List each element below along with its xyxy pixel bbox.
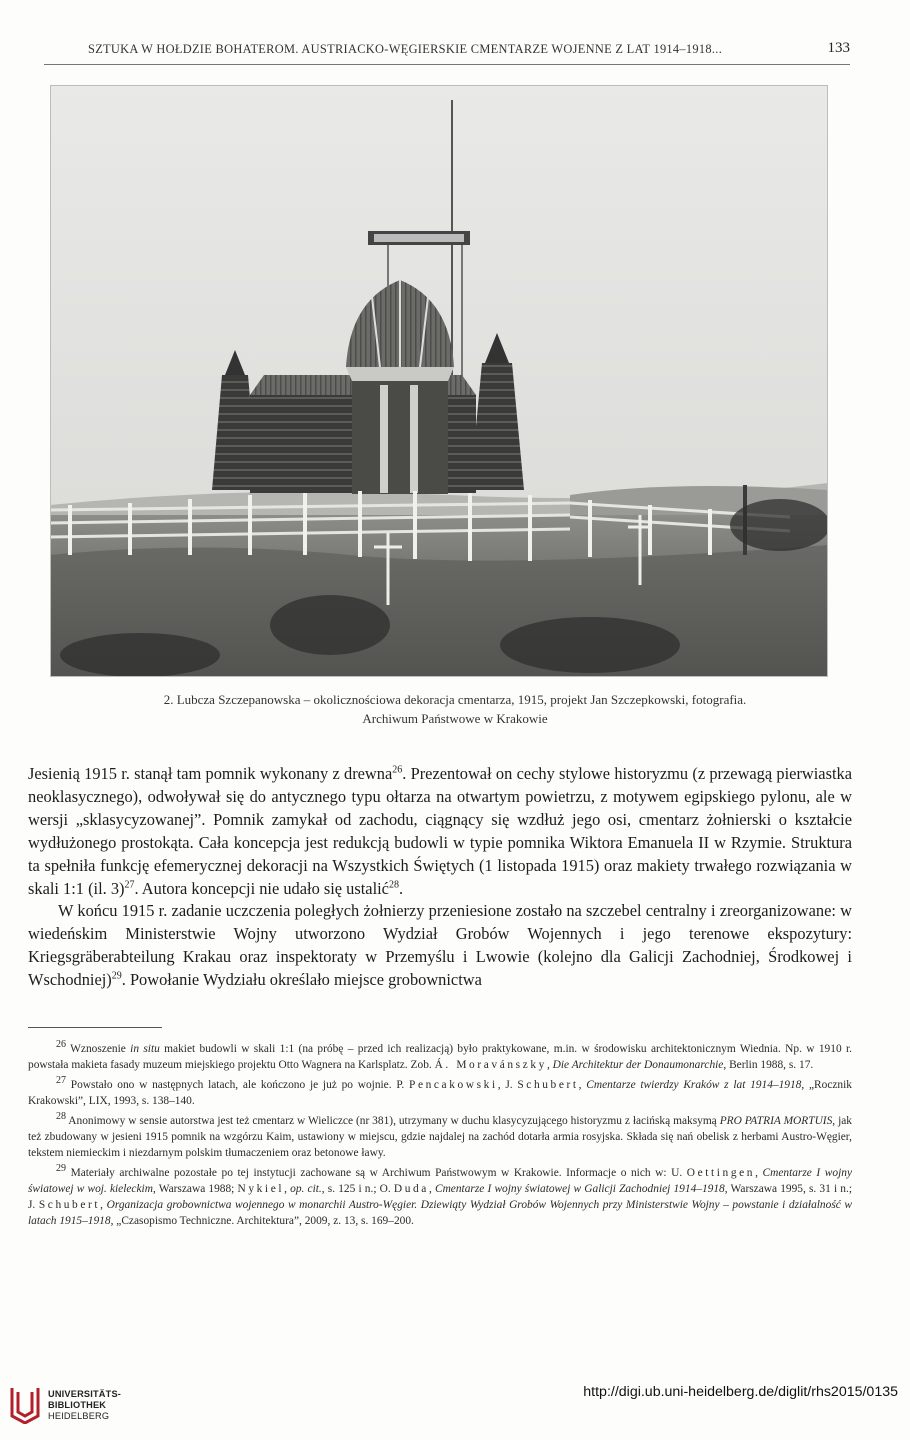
text-run: Jesienią 1915 r. stanął tam pomnik wykonany z drewna xyxy=(28,764,393,783)
memorial-photograph xyxy=(50,85,828,677)
text-run: , xyxy=(578,1079,587,1091)
footnote-separator xyxy=(28,1027,162,1028)
footnote-29 xyxy=(28,1165,852,1229)
author-name: Schubert xyxy=(517,1079,579,1091)
library-seal-icon xyxy=(8,1386,42,1424)
text-run: Cmentarze I wojny światowej w woj. kieleckim xyxy=(28,1167,852,1195)
text-run: , xyxy=(546,1059,553,1071)
text-run: Organizacja grobownictwa wojennego w monarchii Austro-Węgier. Dziewiąty Wydział Grobów Wojennych przy Ministerstwie Wojny – powstanie i działalność w latach 1915–1918 xyxy=(28,1199,852,1227)
library-name xyxy=(48,1389,121,1422)
text-run: , Warszawa 1995, s. 31 i n.; J. xyxy=(28,1183,853,1211)
text-run: Cmentarze twierdzy Kraków z lat 1914–1918 xyxy=(586,1079,802,1091)
text-run: . Autora koncepcji nie udało się ustalić xyxy=(134,878,389,898)
body-text xyxy=(28,763,852,992)
text-run: in situ xyxy=(130,1043,160,1055)
footnote-number: 29 xyxy=(56,1163,66,1175)
author-name: Pencakowski xyxy=(409,1079,498,1091)
text-run: , jak też zbudowany w jesieni 1915 pomnik na wzgórzu Kaim, ustawiony w miejscu, gdzie najdalej na zachód dotarła armia rosyjska. Składa się nań obelisk z herbami Austro-Węgier, tekstem niemieckim i niezdarnym polskim tłumaczeniem oraz betonowe ławy. xyxy=(28,1115,852,1159)
footnote-27 xyxy=(28,1077,852,1109)
text-run: . Prezentował on cechy stylowe historyzmu (z przewagą pierwiastka neoklasycznego), odwoływał się do antycznego typu ołtarza na otwartym powietrzu, z motywem egipskiego pylonu, ale w wersji „sklasycyzowanej”. Pomnik zamykał od zachodu, ciągnący się wzdłuż jego osi, cmentarz żołnierski o kształcie wydłużonego prostokąta. Cała koncepcja jest redukcją budowli w typie pomnika Wiktora Emanuela II w Rzymie. Struktura ta spełniła funkcję efemerycznej dekoracji na Wszystkich Świętych (1 listopada 1915) oraz makiety trwałego rozwiązania w skali 1:1 (il. 3) xyxy=(28,764,852,898)
text-run: makiet budowli w skali 1:1 (na próbę – przed ich realizacją) było praktykowane, m.in. w środowisku architektonicznym Wiednia. Np. w 1910 r. powstała makieta fasady muzeum miejskiego projektu Otto Wagnera na Karlsplatz. Zob. xyxy=(28,1043,852,1071)
text-run: , xyxy=(428,1183,435,1195)
text-run: Wznoszenie xyxy=(66,1043,131,1055)
text-run: , s. 125 i n.; O. xyxy=(321,1183,394,1195)
author-name: Schubert xyxy=(38,1199,101,1211)
caption-line-2: Archiwum Państwowe w Krakowie xyxy=(362,711,548,726)
author-name: Duda xyxy=(393,1183,429,1195)
text-run: Cmentarze I wojny światowej w Galicji Zachodniej 1914–1918 xyxy=(434,1183,725,1195)
footnote-ref: 28 xyxy=(388,879,399,891)
text-run: Materiały archiwalne pozostałe po tej instytucji zachowane są w Archiwum Państwowym w Krakowie. Informacje o nich w: U. xyxy=(66,1167,687,1179)
footnote-26 xyxy=(28,1041,852,1073)
text-run: . Powołanie Wydziału określało miejsce grobownictwa xyxy=(121,970,482,990)
text-run: , xyxy=(284,1183,291,1195)
footnote-ref: 26 xyxy=(392,764,403,776)
caption-line-1: 2. Lubcza Szczepanowska – okolicznościowa dekoracja cmentarza, 1915, projekt Jan Szczepkowski, fotografia. xyxy=(163,692,747,707)
paragraph xyxy=(28,900,852,992)
paragraph xyxy=(28,763,852,900)
author-name: Oettingen xyxy=(686,1167,756,1179)
text-run: , J. xyxy=(497,1079,518,1091)
running-head xyxy=(44,38,850,65)
logo-line-2: BIBLIOTHEK xyxy=(48,1400,107,1410)
logo-line-1: UNIVERSITÄTS- xyxy=(48,1389,122,1399)
library-logo[interactable] xyxy=(8,1386,138,1426)
text-run: Powstało ono w następnych latach, ale kończono je już po wojnie. P. xyxy=(66,1079,410,1091)
footnote-number: 26 xyxy=(56,1039,66,1051)
text-run: op. cit. xyxy=(290,1183,322,1195)
text-run: . xyxy=(398,878,404,898)
footnote-number: 27 xyxy=(56,1075,66,1087)
text-run: , xyxy=(755,1167,763,1179)
text-run: PRO PATRIA MORTUIS xyxy=(719,1115,833,1127)
text-run: , „Czasopismo Techniczne. Architektura”, 2009, z. 13, s. 169–200. xyxy=(110,1215,414,1227)
text-run: , Berlin 1988, s. 17. xyxy=(723,1059,814,1071)
logo-line-3: HEIDELBERG xyxy=(48,1411,110,1421)
text-run: , xyxy=(100,1199,107,1211)
running-title: SZTUKA W HOŁDZIE BOHATEROM. AUSTRIACKO-WĘGIERSKIE CMENTARZE WOJENNE Z LAT 1914–1918... xyxy=(88,42,723,56)
figure-caption xyxy=(40,690,870,728)
footnote-ref: 27 xyxy=(124,879,135,891)
author-name: Nykiel xyxy=(237,1183,285,1195)
source-url-link[interactable]: http://digi.ub.uni-heidelberg.de/diglit/rhs2015/0135 xyxy=(583,1384,898,1400)
footnote-28 xyxy=(28,1113,852,1161)
author-name: Á. Moravánszky xyxy=(434,1059,547,1071)
footnote-ref: 29 xyxy=(111,970,122,982)
footnotes xyxy=(28,1041,852,1229)
text-run: Anonimowy w sensie autorstwa jest też cmentarz w Wieliczce (nr 381), utrzymany w duchu klasycyzującego historyzmu z łacińską maksymą xyxy=(66,1115,720,1127)
page-number: 133 xyxy=(827,40,850,56)
text-run: Die Architektur der Donaumonarchie xyxy=(552,1059,724,1071)
footnote-number: 28 xyxy=(56,1111,66,1123)
text-run: , „Rocznik Krakowski”, LIX, 1993, s. 138–140. xyxy=(28,1079,852,1107)
text-run: , Warszawa 1988; xyxy=(152,1183,238,1195)
text-run: W końcu 1915 r. zadanie uczczenia poległych żołnierzy przeniesione zostało na szczebel centralny i zreorganizowane: w wiedeńskim Ministerstwie Wojny utworzono Wydział Grobów Wojennych i jego terenowe ekspozytury: Kriegsgräberabteilung Krakau oraz inspektoraty w Przemyślu i Lwowie (kolejno dla Galicji Zachodniej, Środkowej i Wschodniej) xyxy=(28,901,852,990)
photo-illustration xyxy=(50,85,828,677)
